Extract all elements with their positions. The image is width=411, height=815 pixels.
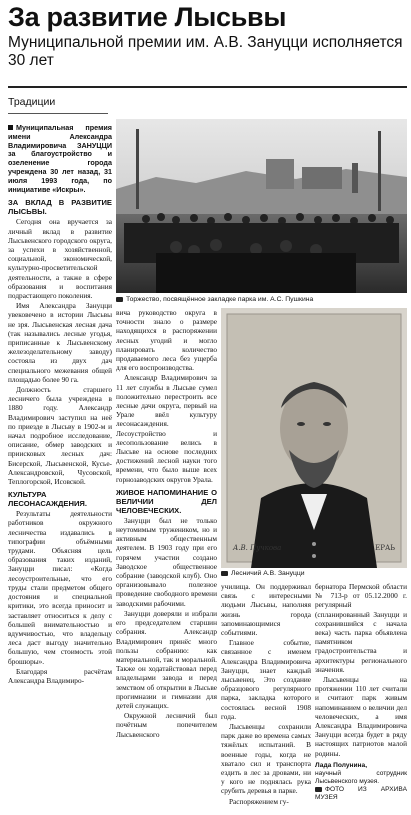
section-heading-culture: КУЛЬТУРА ЛЕСОНАСАЖДЕНИЯ. bbox=[8, 490, 87, 509]
lead-paragraph: Муниципальная премия имени Александра Владимировича ЗАНУЦЦИ за благоустройство и озеленение города учреждена 30 лет назад, 31 июля 1993 года, по инициативе «Искры». bbox=[8, 123, 112, 194]
crowd-photo bbox=[116, 119, 407, 293]
photo-credit: ФОТО ИЗ АРХИВА МУЗЕЯ bbox=[315, 785, 407, 801]
portrait-signature: А.В. Пучкова bbox=[233, 544, 282, 552]
crowd-photo-caption: Торжество, посвящённое закладке парка им. А.С. Пушкина bbox=[116, 296, 407, 304]
portrait-photo bbox=[221, 308, 407, 568]
article-subtitle: Муниципальной премии им. А.В. Зануцци исполняется 30 лет bbox=[8, 34, 403, 69]
section-heading-contribution: ЗА ВКЛАД В РАЗВИТИЕ ЛЫСЬВЫ. bbox=[8, 198, 112, 217]
section-heading-living-reminder: ЖИВОЕ НАПОМИНАНИЕ О ВЕЛИЧИИ ДЕЛ ЧЕЛОВЕЧЕСКИХ. bbox=[116, 487, 217, 515]
column-3 bbox=[221, 582, 311, 814]
column-4 bbox=[315, 582, 407, 814]
paragraph: Главное событие, связанное с именем Александра Владимировича Зануцци, знает каждый лысьвенец. Это создание образцового регулярного парка, закладка которого состоялась весной 1908 года. bbox=[221, 638, 311, 721]
paragraph: Сегодня она вручается за личный вклад в развитие Лысьвенского городского округа, за успехи в хозяйственной, социальной, экономической, культурно-просветительской деятельности, а также в сфере образования и воспитания подрастающего поколения. bbox=[8, 217, 112, 300]
camera-icon bbox=[315, 787, 322, 792]
rubric-label: Традиции bbox=[8, 96, 56, 108]
paragraph: Лысьвенцы на протяжении 110 лет считали и считают парк живым напоминанием о величии дел человеческих, а имя Александра Владимировича Зануцци всегда будет в ряду настоящих патриотов малой родины. bbox=[315, 675, 407, 758]
camera-icon bbox=[221, 571, 228, 576]
paragraph: бернатора Пермской области № 713-р от 05.12.2000 г. регулярный (спланированный Зануцци и сохранившийся с начала века) часть парка объявлена памятником градостроительства и архитектуры регионального значения. bbox=[315, 582, 407, 674]
paragraph: Благодаря расчётам Александра Владимиро- bbox=[8, 666, 112, 685]
paragraph: Имя Александра Зануцци увековечено в истории Лысьвы не зря. Лысьвенская лесная дача (так назывались лесные угодья, приписанные к Лысьвенскому железоделательному заводу) состояла из двух дач специального межевания общей площадью более 90 га. bbox=[8, 301, 112, 384]
portrait-place: ЕРАЬ bbox=[375, 544, 395, 552]
paragraph: Результаты деятельности работников окружного лесничества издавались в типографии объёмными трудами. Объясняя цель образования таких изданий, Зануцци писал: «Когда лесоустроительные, что его труды стали предметом общего достояния и специальной критики, это всегда приносит и заставляет относиться к делу с большей внимательностью и вдумчивостью, что владельцу леса даст выгоду значительно большую, чем стоимость этой брошюры». bbox=[8, 509, 112, 666]
paragraph: вича руководство округа в точности знало о размере находящихся в распоряжении лесных угодий и могло планировать количество продаваемого леса без ущерба для его воспроизводства. bbox=[116, 308, 217, 373]
article-title: За развитие Лысьвы bbox=[8, 2, 287, 32]
crowd-photo-image bbox=[116, 119, 407, 293]
column-2 bbox=[116, 308, 217, 814]
camera-icon bbox=[116, 297, 123, 302]
paragraph: Окружной лесничий был почётным попечителем Лысьвенского bbox=[116, 711, 217, 739]
paragraph: Должность старшего лесничего была учреждена в 1880 году. Александр Владимирович заступил на неё по приезде в Лысьву в 1902-м и начал подробное исследование, описание, обмер заводских и приисковых лесных дач: Бисерской, Лысьвенской, Кусье-Александровской, Чусовской, Теплогорской, Исовской. bbox=[8, 385, 112, 487]
paragraph: Александр Владимирович за 11 лет службы в Лысьве сумел положительно перестроить все лесные дачи округа, первый на Урале ввёл культуру лесонасаждения. Лесоустройство и лесопользование велись в Лысьве на основе последних достижений лесной науки того времени, что было выше всех горнозаводских округов Урала. bbox=[116, 373, 217, 484]
portrait-photo-caption: Лесничий А.В. Зануцци bbox=[221, 570, 407, 578]
paragraph: Зануцци был не только неутомимым тружеником, но и активным общественным деятелем. В 1903 году при его горячем участии создано Заводское общественное собрание (заводской клуб). Оно организовывало полезное проведение свободного времени заводскими рабочими. bbox=[116, 515, 217, 608]
portrait-photo-image bbox=[221, 308, 407, 568]
header-divider bbox=[8, 86, 407, 88]
author-role: научный сотрудник Лысьвенского музея. bbox=[315, 769, 407, 785]
paragraph: Распоряжением гу- bbox=[229, 796, 289, 806]
author-name: Лада Полунина, bbox=[315, 761, 368, 769]
column-1 bbox=[8, 124, 112, 814]
paragraph: училища. Он поддерживал связь с интересными людьми Лысьвы, наполняя жизнь города запоминающимися событиями. bbox=[221, 582, 311, 638]
paragraph: Зануцци доверяли и избрали его председателем старшин собрания. Александр Владимирович принёс много пользы собранию: как материальной, так и моральной. Также он ходатайствовал перед владельцами завода и перед земством об открытии в Лысьве прогимназии и гимназии для детей служащих. bbox=[116, 608, 217, 710]
rubric-divider bbox=[8, 113, 108, 114]
author-signature bbox=[315, 762, 407, 802]
paragraph: Лысьвенцы сохранили парк даже во времена самых тяжёлых испытаний. В военные годы, когда не хватало сил и транспорта ездить в лес за дровами, ни у кого не поднялась рука срубить деревья в парке. bbox=[221, 722, 311, 796]
